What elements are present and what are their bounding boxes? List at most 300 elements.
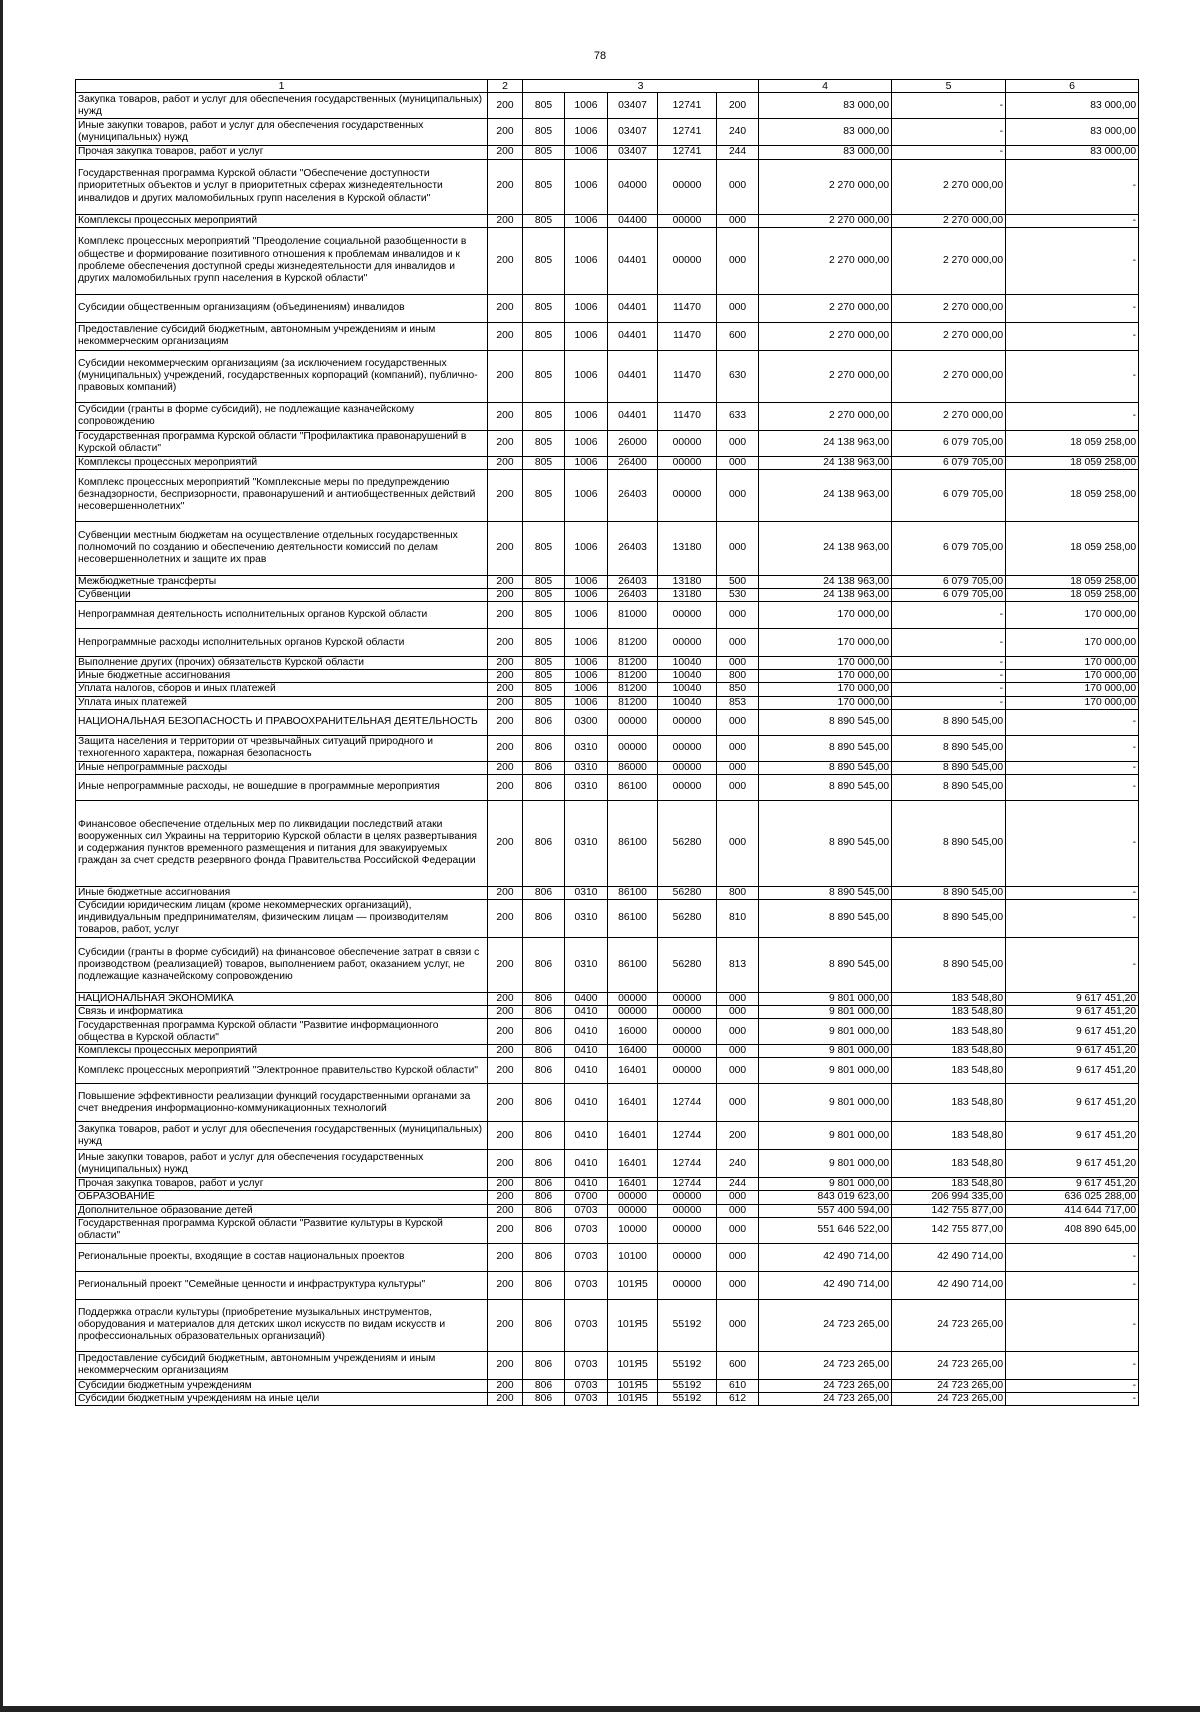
row-amount-total: 9 801 000,00 xyxy=(759,1150,892,1178)
row-amount-regional: 170 000,00 xyxy=(1006,683,1139,696)
row-amount-regional: - xyxy=(1006,1299,1139,1351)
row-section-code: 1006 xyxy=(565,322,608,350)
row-expense-type: 853 xyxy=(717,696,759,709)
row-amount-regional: 83 000,00 xyxy=(1006,93,1139,119)
row-section-code: 0310 xyxy=(565,800,608,886)
row-admin-code: 200 xyxy=(488,1178,523,1191)
table-row xyxy=(76,430,1139,456)
row-target-direction: 10040 xyxy=(658,683,717,696)
row-name: НАЦИОНАЛЬНАЯ БЕЗОПАСНОСТЬ И ПРАВООХРАНИТЕЛЬНАЯ ДЕЯТЕЛЬНОСТЬ xyxy=(76,709,488,735)
row-target-article: 00000 xyxy=(608,1191,658,1204)
row-amount-regional: 9 617 451,20 xyxy=(1006,1178,1139,1191)
row-target-direction: 00000 xyxy=(658,456,717,469)
row-expense-type: 500 xyxy=(717,575,759,588)
table-row xyxy=(76,709,1139,735)
row-section-code: 1006 xyxy=(565,670,608,683)
table-row xyxy=(76,1204,1139,1217)
row-target-article: 10100 xyxy=(608,1243,658,1271)
row-dept-code: 806 xyxy=(523,1243,565,1271)
row-dept-code: 806 xyxy=(523,774,565,800)
row-expense-type: 000 xyxy=(717,227,759,294)
row-dept-code: 806 xyxy=(523,1204,565,1217)
row-dept-code: 805 xyxy=(523,629,565,657)
table-row xyxy=(76,670,1139,683)
row-amount-regional: 83 000,00 xyxy=(1006,146,1139,159)
row-name: Закупка товаров, работ и услуг для обеспечения государственных (муниципальных) нужд xyxy=(76,1122,488,1150)
row-amount-regional: - xyxy=(1006,1379,1139,1392)
row-section-code: 1006 xyxy=(565,683,608,696)
row-target-direction: 12744 xyxy=(658,1122,717,1150)
row-section-code: 1006 xyxy=(565,521,608,575)
row-name: Иные бюджетные ассигнования xyxy=(76,886,488,899)
row-expense-type: 612 xyxy=(717,1392,759,1405)
row-name: Иные непрограммные расходы, не вошедшие в программные мероприятия xyxy=(76,774,488,800)
row-admin-code: 200 xyxy=(488,456,523,469)
table-row xyxy=(76,402,1139,430)
row-name: Защита населения и территории от чрезвычайных ситуаций природного и техногенного характера, пожарная безопасность xyxy=(76,735,488,761)
row-name: Государственная программа Курской области "Профилактика правонарушений в Курской области" xyxy=(76,430,488,456)
row-target-article: 00000 xyxy=(608,992,658,1005)
table-row xyxy=(76,456,1139,469)
row-expense-type: 000 xyxy=(717,430,759,456)
row-amount-regional: - xyxy=(1006,800,1139,886)
row-expense-type: 630 xyxy=(717,350,759,402)
row-name: Государственная программа Курской области "Развитие культуры в Курской области" xyxy=(76,1217,488,1243)
table-row xyxy=(76,886,1139,899)
row-amount-regional: - xyxy=(1006,899,1139,937)
row-amount-regional: - xyxy=(1006,886,1139,899)
row-amount-regional: 18 059 258,00 xyxy=(1006,430,1139,456)
table-row xyxy=(76,683,1139,696)
row-section-code: 0703 xyxy=(565,1392,608,1405)
row-target-article: 26403 xyxy=(608,469,658,521)
row-amount-regional: - xyxy=(1006,159,1139,214)
row-target-article: 86100 xyxy=(608,886,658,899)
row-amount-regional: 414 644 717,00 xyxy=(1006,1204,1139,1217)
row-name: Региональные проекты, входящие в состав национальных проектов xyxy=(76,1243,488,1271)
row-section-code: 0400 xyxy=(565,992,608,1005)
table-row xyxy=(76,322,1139,350)
row-amount-total: 9 801 000,00 xyxy=(759,1045,892,1058)
row-target-direction: 56280 xyxy=(658,886,717,899)
row-section-code: 0410 xyxy=(565,1150,608,1178)
row-target-direction: 00000 xyxy=(658,1006,717,1019)
row-amount-federal: - xyxy=(892,93,1006,119)
row-name: Повышение эффективности реализации функций государственными органами за счет внедрения информационно-коммуникационных технологий xyxy=(76,1084,488,1122)
row-dept-code: 806 xyxy=(523,992,565,1005)
row-expense-type: 000 xyxy=(717,1243,759,1271)
row-admin-code: 200 xyxy=(488,1351,523,1379)
row-section-code: 0410 xyxy=(565,1019,608,1045)
row-expense-type: 000 xyxy=(717,709,759,735)
row-dept-code: 805 xyxy=(523,430,565,456)
row-expense-type: 000 xyxy=(717,1271,759,1299)
row-expense-type: 810 xyxy=(717,899,759,937)
row-target-article: 101Я5 xyxy=(608,1379,658,1392)
row-name: Иные закупки товаров, работ и услуг для обеспечения государственных (муниципальных) нужд xyxy=(76,1150,488,1178)
row-amount-federal: - xyxy=(892,696,1006,709)
row-amount-total: 2 270 000,00 xyxy=(759,159,892,214)
row-amount-federal: 183 548,80 xyxy=(892,1084,1006,1122)
row-amount-regional: 408 890 645,00 xyxy=(1006,1217,1139,1243)
row-target-article: 04000 xyxy=(608,159,658,214)
row-amount-total: 9 801 000,00 xyxy=(759,992,892,1005)
row-amount-total: 8 890 545,00 xyxy=(759,899,892,937)
row-dept-code: 806 xyxy=(523,800,565,886)
row-dept-code: 806 xyxy=(523,1392,565,1405)
row-target-article: 101Я5 xyxy=(608,1392,658,1405)
row-target-direction: 00000 xyxy=(658,1045,717,1058)
row-amount-total: 9 801 000,00 xyxy=(759,1006,892,1019)
row-target-article: 81200 xyxy=(608,629,658,657)
row-admin-code: 200 xyxy=(488,629,523,657)
row-dept-code: 805 xyxy=(523,159,565,214)
row-section-code: 0310 xyxy=(565,886,608,899)
row-amount-regional: - xyxy=(1006,227,1139,294)
row-amount-federal: 2 270 000,00 xyxy=(892,294,1006,322)
row-amount-total: 24 138 963,00 xyxy=(759,430,892,456)
row-target-article: 04401 xyxy=(608,227,658,294)
row-amount-total: 9 801 000,00 xyxy=(759,1122,892,1150)
table-row xyxy=(76,774,1139,800)
row-amount-regional: - xyxy=(1006,294,1139,322)
row-section-code: 0703 xyxy=(565,1379,608,1392)
row-target-article: 26403 xyxy=(608,588,658,601)
row-target-direction: 12744 xyxy=(658,1084,717,1122)
row-section-code: 1006 xyxy=(565,588,608,601)
row-name: Выполнение других (прочих) обязательств Курской области xyxy=(76,657,488,670)
row-amount-regional: 18 059 258,00 xyxy=(1006,588,1139,601)
row-dept-code: 806 xyxy=(523,1217,565,1243)
row-expense-type: 530 xyxy=(717,588,759,601)
row-name: Субсидии юридическим лицам (кроме некоммерческих организаций), индивидуальным предпринимателям, физическим лицам — производителям товаров, работ, услуг xyxy=(76,899,488,937)
row-target-article: 16401 xyxy=(608,1084,658,1122)
row-target-direction: 12741 xyxy=(658,146,717,159)
row-name: ОБРАЗОВАНИЕ xyxy=(76,1191,488,1204)
row-amount-federal: 6 079 705,00 xyxy=(892,456,1006,469)
row-amount-regional: - xyxy=(1006,937,1139,992)
row-amount-total: 24 723 265,00 xyxy=(759,1392,892,1405)
row-expense-type: 000 xyxy=(717,1058,759,1084)
row-name: Связь и информатика xyxy=(76,1006,488,1019)
row-admin-code: 200 xyxy=(488,992,523,1005)
row-target-article: 03407 xyxy=(608,146,658,159)
row-admin-code: 200 xyxy=(488,1271,523,1299)
row-section-code: 1006 xyxy=(565,146,608,159)
row-expense-type: 000 xyxy=(717,1045,759,1058)
row-section-code: 1006 xyxy=(565,294,608,322)
row-amount-total: 551 646 522,00 xyxy=(759,1217,892,1243)
row-dept-code: 806 xyxy=(523,1191,565,1204)
table-row xyxy=(76,469,1139,521)
row-amount-federal: - xyxy=(892,657,1006,670)
row-target-direction: 00000 xyxy=(658,1058,717,1084)
row-name: Предоставление субсидий бюджетным, автономным учреждениям и иным некоммерческим организациям xyxy=(76,1351,488,1379)
row-admin-code: 200 xyxy=(488,430,523,456)
row-amount-federal: 8 890 545,00 xyxy=(892,937,1006,992)
row-expense-type: 850 xyxy=(717,683,759,696)
row-section-code: 0410 xyxy=(565,1178,608,1191)
row-name: Субвенции xyxy=(76,588,488,601)
row-amount-total: 2 270 000,00 xyxy=(759,214,892,227)
row-dept-code: 805 xyxy=(523,602,565,629)
row-section-code: 0703 xyxy=(565,1299,608,1351)
row-expense-type: 200 xyxy=(717,93,759,119)
row-section-code: 1006 xyxy=(565,93,608,119)
row-target-direction: 12741 xyxy=(658,119,717,146)
row-amount-regional: - xyxy=(1006,709,1139,735)
table-row xyxy=(76,629,1139,657)
row-section-code: 0310 xyxy=(565,899,608,937)
row-section-code: 1006 xyxy=(565,469,608,521)
row-target-direction: 00000 xyxy=(658,159,717,214)
row-amount-total: 24 138 963,00 xyxy=(759,521,892,575)
row-amount-regional: 9 617 451,20 xyxy=(1006,1006,1139,1019)
row-amount-federal: 8 890 545,00 xyxy=(892,774,1006,800)
table-row xyxy=(76,1084,1139,1122)
table-row xyxy=(76,800,1139,886)
row-target-direction: 12744 xyxy=(658,1150,717,1178)
row-section-code: 0310 xyxy=(565,774,608,800)
row-admin-code: 200 xyxy=(488,119,523,146)
row-dept-code: 805 xyxy=(523,469,565,521)
row-section-code: 0703 xyxy=(565,1204,608,1217)
row-target-direction: 00000 xyxy=(658,1243,717,1271)
row-expense-type: 000 xyxy=(717,294,759,322)
row-section-code: 1006 xyxy=(565,430,608,456)
row-name: Субсидии (гранты в форме субсидий), не подлежащие казначейскому сопровождению xyxy=(76,402,488,430)
row-admin-code: 200 xyxy=(488,402,523,430)
row-admin-code: 200 xyxy=(488,1122,523,1150)
table-row xyxy=(76,1019,1139,1045)
row-target-article: 26000 xyxy=(608,430,658,456)
row-dept-code: 805 xyxy=(523,294,565,322)
row-name: Комплекс процессных мероприятий "Преодоление социальной разобщенности в обществе и формирование позитивного отношения к проблемам инвалидов и к проблеме обеспечения доступной среды жизнедеятельности для инвалидов и других маломобильных групп населения в Курской области" xyxy=(76,227,488,294)
row-dept-code: 805 xyxy=(523,93,565,119)
row-name: Субсидии общественным организациям (объединениям) инвалидов xyxy=(76,294,488,322)
row-amount-total: 42 490 714,00 xyxy=(759,1271,892,1299)
row-name: Субсидии бюджетным учреждениям xyxy=(76,1379,488,1392)
table-body xyxy=(76,93,1139,1406)
row-target-article: 86000 xyxy=(608,761,658,774)
row-amount-federal: 6 079 705,00 xyxy=(892,521,1006,575)
row-amount-federal: 8 890 545,00 xyxy=(892,761,1006,774)
row-target-direction: 11470 xyxy=(658,322,717,350)
row-name: Уплата иных платежей xyxy=(76,696,488,709)
row-dept-code: 806 xyxy=(523,1299,565,1351)
row-target-article: 00000 xyxy=(608,1006,658,1019)
table-row xyxy=(76,992,1139,1005)
table-row xyxy=(76,350,1139,402)
row-section-code: 0310 xyxy=(565,761,608,774)
row-amount-regional: 170 000,00 xyxy=(1006,657,1139,670)
table-row xyxy=(76,1243,1139,1271)
row-target-article: 86100 xyxy=(608,899,658,937)
row-section-code: 1006 xyxy=(565,214,608,227)
row-amount-total: 170 000,00 xyxy=(759,683,892,696)
row-target-article: 04401 xyxy=(608,322,658,350)
row-name: Прочая закупка товаров, работ и услуг xyxy=(76,1178,488,1191)
row-dept-code: 806 xyxy=(523,1351,565,1379)
row-target-article: 101Я5 xyxy=(608,1271,658,1299)
page-number: 78 xyxy=(593,50,607,62)
row-dept-code: 805 xyxy=(523,696,565,709)
row-admin-code: 200 xyxy=(488,602,523,629)
row-name: Финансовое обеспечение отдельных мер по ликвидации последствий атаки вооруженных сил Украины на территорию Курской области в целях развертывания и содержания пунктов временного размещения и питания для эвакуируемых граждан за счет средств резервного фонда Правительства Российской Федерации xyxy=(76,800,488,886)
row-name: Субвенции местным бюджетам на осуществление отдельных государственных полномочий по созданию и обеспечению деятельности комиссий по делам несовершеннолетних и защите их прав xyxy=(76,521,488,575)
row-target-article: 16401 xyxy=(608,1058,658,1084)
row-name: Комплекс процессных мероприятий "Электронное правительство Курской области" xyxy=(76,1058,488,1084)
row-section-code: 1006 xyxy=(565,227,608,294)
row-admin-code: 200 xyxy=(488,93,523,119)
table-row xyxy=(76,937,1139,992)
row-expense-type: 000 xyxy=(717,1019,759,1045)
row-dept-code: 805 xyxy=(523,402,565,430)
row-target-article: 04400 xyxy=(608,214,658,227)
row-amount-regional: - xyxy=(1006,350,1139,402)
row-amount-federal: 24 723 265,00 xyxy=(892,1351,1006,1379)
row-admin-code: 200 xyxy=(488,1045,523,1058)
row-target-article: 81000 xyxy=(608,602,658,629)
row-admin-code: 200 xyxy=(488,1058,523,1084)
row-amount-regional: - xyxy=(1006,774,1139,800)
row-name: Дополнительное образование детей xyxy=(76,1204,488,1217)
row-target-direction: 00000 xyxy=(658,469,717,521)
row-amount-total: 24 138 963,00 xyxy=(759,456,892,469)
row-expense-type: 000 xyxy=(717,159,759,214)
row-amount-federal: 8 890 545,00 xyxy=(892,800,1006,886)
row-dept-code: 806 xyxy=(523,1122,565,1150)
row-target-direction: 00000 xyxy=(658,214,717,227)
row-amount-total: 24 723 265,00 xyxy=(759,1351,892,1379)
scan-bottom-edge xyxy=(0,1706,1200,1712)
row-target-direction: 00000 xyxy=(658,227,717,294)
table-row xyxy=(76,521,1139,575)
row-target-article: 10000 xyxy=(608,1217,658,1243)
row-amount-regional: - xyxy=(1006,402,1139,430)
scan-left-edge xyxy=(0,0,3,1712)
row-target-direction: 00000 xyxy=(658,1019,717,1045)
row-target-article: 03407 xyxy=(608,93,658,119)
row-dept-code: 806 xyxy=(523,1058,565,1084)
row-dept-code: 805 xyxy=(523,670,565,683)
row-amount-total: 9 801 000,00 xyxy=(759,1058,892,1084)
row-amount-federal: 183 548,80 xyxy=(892,1058,1006,1084)
row-section-code: 0410 xyxy=(565,1058,608,1084)
row-dept-code: 806 xyxy=(523,937,565,992)
row-amount-federal: 8 890 545,00 xyxy=(892,709,1006,735)
table-row xyxy=(76,1217,1139,1243)
row-amount-federal: - xyxy=(892,602,1006,629)
row-amount-federal: - xyxy=(892,146,1006,159)
row-name: Непрограммная деятельность исполнительных органов Курской области xyxy=(76,602,488,629)
row-amount-regional: 18 059 258,00 xyxy=(1006,456,1139,469)
row-target-direction: 56280 xyxy=(658,800,717,886)
row-admin-code: 200 xyxy=(488,575,523,588)
table-row xyxy=(76,657,1139,670)
row-target-direction: 00000 xyxy=(658,430,717,456)
row-name: Государственная программа Курской области "Развитие информационного общества в Курской области" xyxy=(76,1019,488,1045)
row-target-direction: 00000 xyxy=(658,1217,717,1243)
row-target-article: 26403 xyxy=(608,575,658,588)
row-target-article: 101Я5 xyxy=(608,1351,658,1379)
row-amount-total: 843 019 623,00 xyxy=(759,1191,892,1204)
row-name: Межбюджетные трансферты xyxy=(76,575,488,588)
row-amount-total: 24 723 265,00 xyxy=(759,1379,892,1392)
row-amount-regional: 9 617 451,20 xyxy=(1006,1019,1139,1045)
table-row xyxy=(76,1058,1139,1084)
row-expense-type: 000 xyxy=(717,1299,759,1351)
row-target-article: 86100 xyxy=(608,774,658,800)
row-name: Комплекс процессных мероприятий "Комплексные меры по предупреждению безнадзорности, беспризорности, правонарушений и антиобщественных действий несовершеннолетних" xyxy=(76,469,488,521)
row-amount-federal: 183 548,80 xyxy=(892,1045,1006,1058)
row-expense-type: 000 xyxy=(717,214,759,227)
row-target-direction: 10040 xyxy=(658,670,717,683)
row-amount-regional: - xyxy=(1006,214,1139,227)
row-name: Субсидии бюджетным учреждениям на иные цели xyxy=(76,1392,488,1405)
row-amount-regional: - xyxy=(1006,322,1139,350)
row-expense-type: 000 xyxy=(717,469,759,521)
row-expense-type: 000 xyxy=(717,992,759,1005)
row-expense-type: 600 xyxy=(717,1351,759,1379)
row-section-code: 0703 xyxy=(565,1271,608,1299)
row-target-article: 16000 xyxy=(608,1019,658,1045)
row-amount-total: 2 270 000,00 xyxy=(759,402,892,430)
row-dept-code: 806 xyxy=(523,1271,565,1299)
row-target-direction: 00000 xyxy=(658,1191,717,1204)
row-amount-federal: 142 755 877,00 xyxy=(892,1204,1006,1217)
row-amount-federal: 2 270 000,00 xyxy=(892,402,1006,430)
row-amount-federal: 2 270 000,00 xyxy=(892,214,1006,227)
row-expense-type: 000 xyxy=(717,761,759,774)
row-dept-code: 806 xyxy=(523,709,565,735)
row-amount-total: 9 801 000,00 xyxy=(759,1019,892,1045)
table-row xyxy=(76,575,1139,588)
row-amount-regional: 636 025 288,00 xyxy=(1006,1191,1139,1204)
table-row xyxy=(76,1178,1139,1191)
row-target-direction: 00000 xyxy=(658,1204,717,1217)
row-target-article: 26403 xyxy=(608,521,658,575)
row-expense-type: 000 xyxy=(717,629,759,657)
row-amount-total: 8 890 545,00 xyxy=(759,761,892,774)
row-admin-code: 200 xyxy=(488,1150,523,1178)
row-section-code: 1006 xyxy=(565,402,608,430)
budget-table xyxy=(75,79,1139,1406)
row-amount-total: 24 138 963,00 xyxy=(759,575,892,588)
row-amount-total: 9 801 000,00 xyxy=(759,1178,892,1191)
row-amount-total: 24 138 963,00 xyxy=(759,469,892,521)
row-target-article: 81200 xyxy=(608,683,658,696)
row-admin-code: 200 xyxy=(488,1019,523,1045)
row-target-article: 101Я5 xyxy=(608,1299,658,1351)
row-amount-federal: 183 548,80 xyxy=(892,1122,1006,1150)
row-name: Иные непрограммные расходы xyxy=(76,761,488,774)
row-section-code: 1006 xyxy=(565,350,608,402)
row-admin-code: 200 xyxy=(488,709,523,735)
row-admin-code: 200 xyxy=(488,886,523,899)
table-row xyxy=(76,1271,1139,1299)
row-admin-code: 200 xyxy=(488,1084,523,1122)
row-section-code: 0703 xyxy=(565,1351,608,1379)
row-target-article: 16400 xyxy=(608,1045,658,1058)
row-amount-federal: - xyxy=(892,670,1006,683)
row-admin-code: 200 xyxy=(488,1191,523,1204)
table-row xyxy=(76,227,1139,294)
row-expense-type: 800 xyxy=(717,886,759,899)
row-admin-code: 200 xyxy=(488,469,523,521)
row-amount-total: 170 000,00 xyxy=(759,657,892,670)
table-row xyxy=(76,93,1139,119)
